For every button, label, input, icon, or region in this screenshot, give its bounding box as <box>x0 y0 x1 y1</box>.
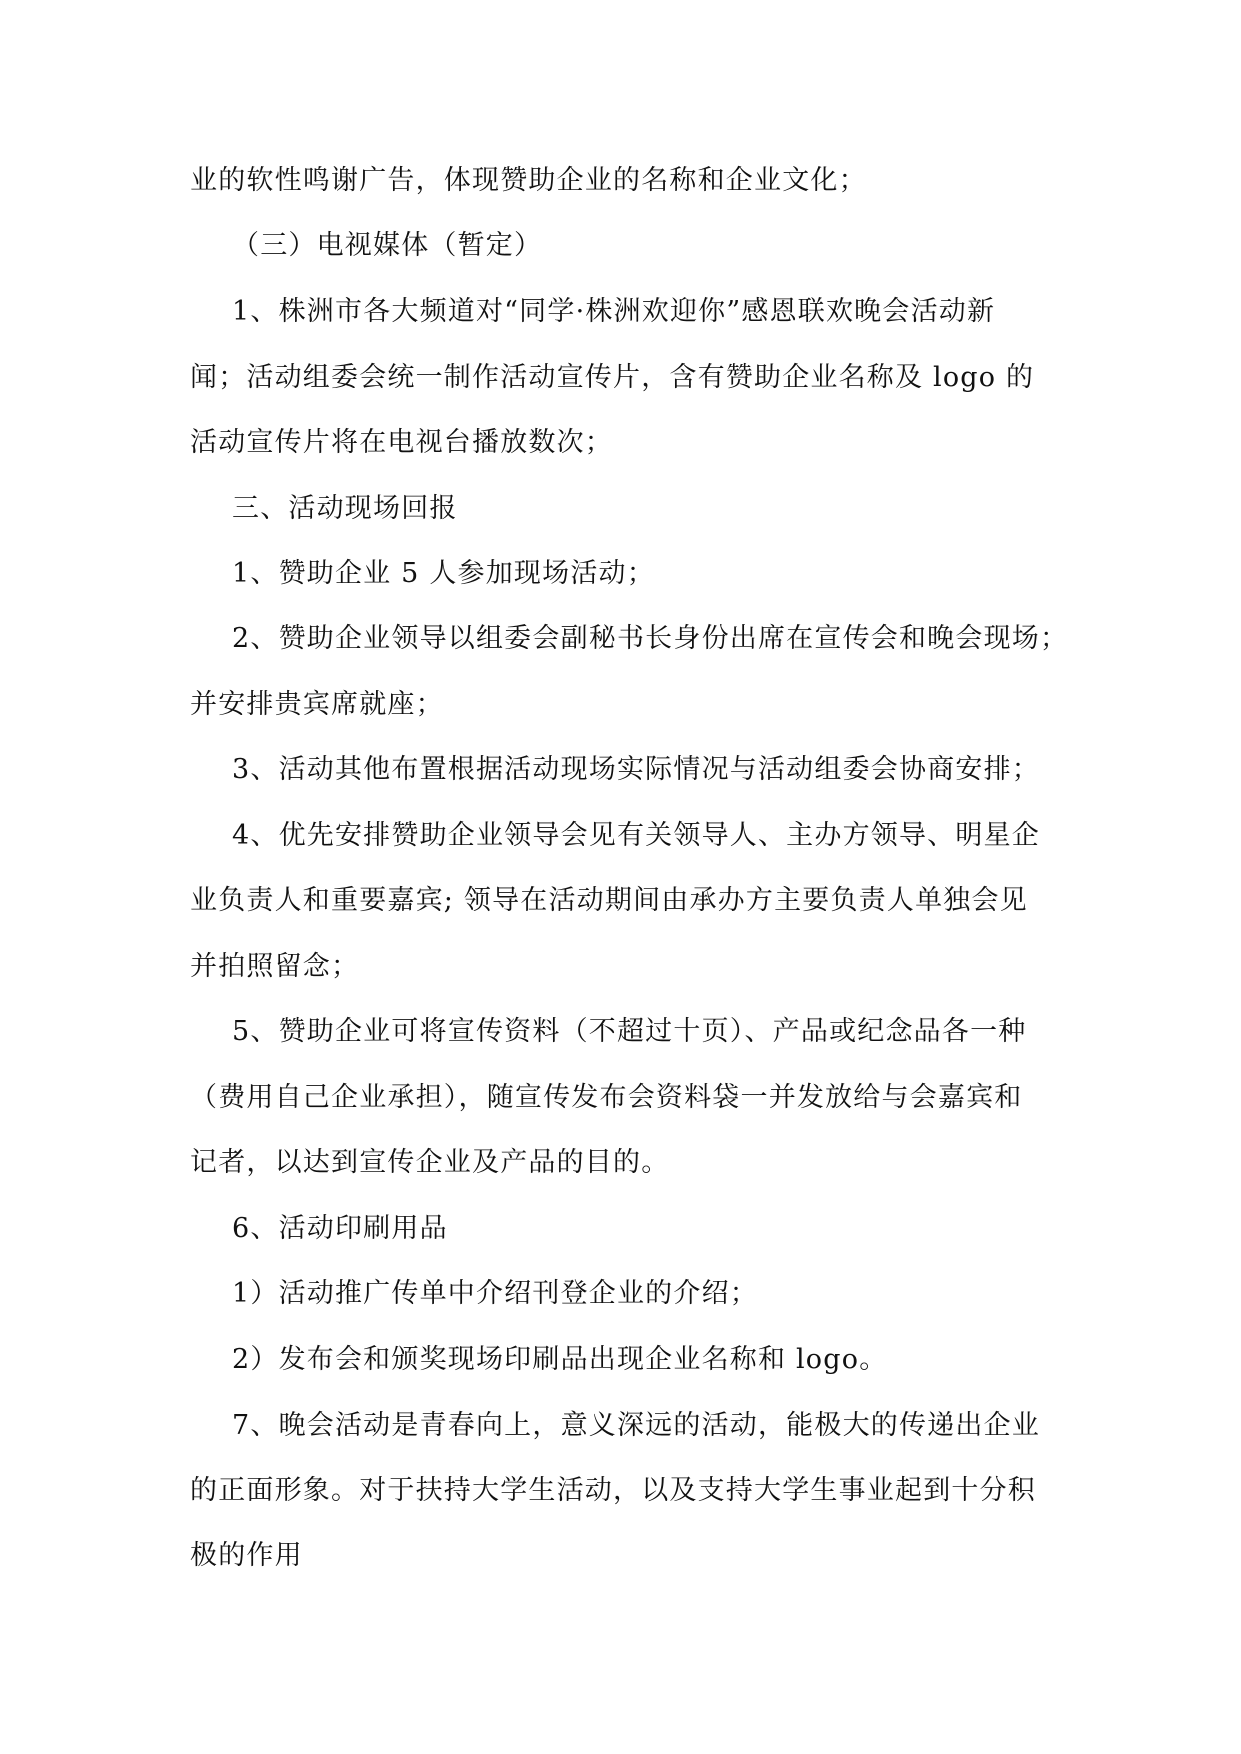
paragraph-line: 4、优先安排赞助企业领导会见有关领导人、主办方领导、明星企 <box>232 820 1040 851</box>
paragraph-line: 业负责人和重要嘉宾; 领导在活动期间由承办方主要负责人单独会见 <box>190 885 1028 916</box>
paragraph-line: 闻；活动组委会统一制作活动宣传片，含有赞助企业名称及 logo 的 <box>190 362 1035 393</box>
paragraph-line: （费用自己企业承担），随宣传发布会资料袋一并发放给与会嘉宾和 <box>190 1082 1023 1113</box>
paragraph-line: 并拍照留念； <box>190 951 360 982</box>
section-heading: 三、活动现场回报 <box>232 493 458 524</box>
paragraph-line: 1、赞助企业 5 人参加现场活动； <box>232 558 655 589</box>
paragraph-line: 5、赞助企业可将宣传资料（不超过十页）、产品或纪念品各一种 <box>232 1016 1027 1047</box>
paragraph-line: 3、活动其他布置根据活动现场实际情况与活动组委会协商安排； <box>232 754 1040 785</box>
paragraph-line: 2）发布会和颁奖现场印刷品出现企业名称和 logo。 <box>232 1344 888 1375</box>
paragraph-line: 1）活动推广传单中介绍刊登企业的介绍； <box>232 1278 758 1309</box>
paragraph-line: 7、晚会活动是青春向上，意义深远的活动，能极大的传递出企业 <box>232 1410 1040 1441</box>
paragraph-line: 2、赞助企业领导以组委会副秘书长身份出席在宣传会和晚会现场； <box>232 623 1069 654</box>
paragraph-line: 6、活动印刷用品 <box>232 1213 448 1244</box>
paragraph-line: 极的作用 <box>190 1540 303 1571</box>
paragraph-line: 1、株洲市各大频道对“同学·株洲欢迎你”感恩联欢晚会活动新 <box>232 296 996 327</box>
section-heading: （三）电视媒体（暂定） <box>232 230 543 261</box>
paragraph-line: 的正面形象。对于扶持大学生活动，以及支持大学生事业起到十分积 <box>190 1475 1036 1506</box>
paragraph-line: 业的软性鸣谢广告，体现赞助企业的名称和企业文化； <box>190 165 867 196</box>
paragraph-line: 活动宣传片将在电视台播放数次； <box>190 427 613 458</box>
paragraph-line: 记者，以达到宣传企业及产品的目的。 <box>190 1147 670 1178</box>
paragraph-line: 并安排贵宾席就座； <box>190 689 444 720</box>
